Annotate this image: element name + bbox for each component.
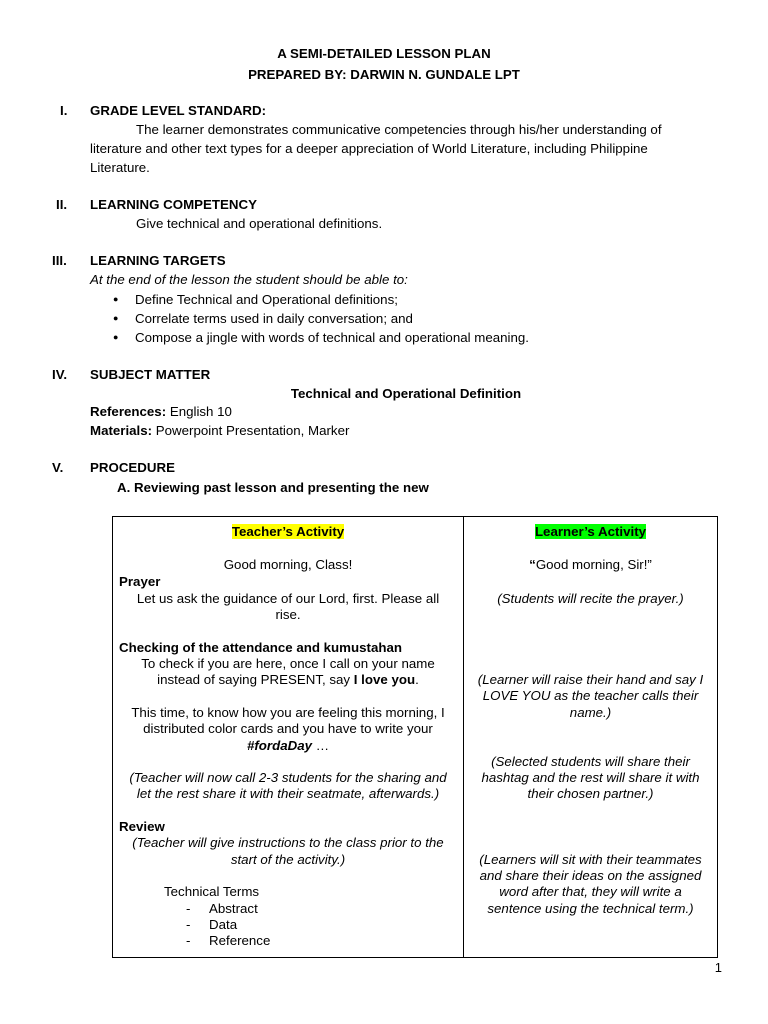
teacher-greeting: Good morning, Class! xyxy=(223,557,353,572)
learner-prayer: (Students will recite the prayer.) xyxy=(497,591,684,606)
section-2-number: II. xyxy=(56,197,68,212)
sharing-text: (Teacher will now call 2-3 students for the sharing and xyxy=(129,770,447,785)
list-item: ● Correlate terms used in daily conversation; and xyxy=(111,309,529,328)
section-1-number: I. xyxy=(60,103,68,118)
attendance-text-part: instead of saying PRESENT, say xyxy=(157,672,354,687)
learner-greeting xyxy=(464,557,717,573)
prayer-label: Prayer xyxy=(119,574,161,589)
review-label: Review xyxy=(119,819,165,834)
learning-targets-list xyxy=(111,290,529,347)
prayer-text: Let us ask the guidance of our Lord, first. Please all xyxy=(136,591,440,606)
document-title: A SEMI-DETAILED LESSON PLAN xyxy=(277,46,491,61)
term-dash: - xyxy=(186,901,191,916)
learner-greeting-quote: “ xyxy=(529,557,536,572)
attendance-text xyxy=(113,672,463,688)
review-text: start of the activity.) xyxy=(230,852,346,867)
materials-value: Powerpoint Presentation, Marker xyxy=(152,423,350,438)
review-text: (Teacher will give instructions to the class prior to the xyxy=(132,835,444,850)
feeling-ellipsis: … xyxy=(312,738,330,753)
learner-greeting-text: Good morning, Sir!” xyxy=(535,557,652,572)
feeling-text xyxy=(113,738,463,754)
section-1-heading: GRADE LEVEL STANDARD: xyxy=(90,103,267,118)
feeling-text: distributed color cards and you have to write your xyxy=(143,721,433,736)
prayer-text: rise. xyxy=(275,607,301,622)
attendance-text: To check if you are here, once I call on your name xyxy=(141,656,435,671)
learner-activity-header: Learner’s Activity xyxy=(534,524,647,539)
section-3-number: III. xyxy=(52,253,67,268)
references-line xyxy=(90,404,232,419)
prepared-by: PREPARED BY: DARWIN N. GUNDALE LPT xyxy=(248,67,520,82)
feeling-text: This time, to know how you are feeling this morning, I xyxy=(131,705,445,720)
list-item: ● Define Technical and Operational definitions; xyxy=(111,290,529,309)
attendance-label: Checking of the attendance and kumustahan xyxy=(119,640,402,655)
learner-share: their chosen partner.) xyxy=(527,786,654,801)
learner-review: (Learners will sit with their teammates xyxy=(479,852,702,867)
list-item: ● Compose a jingle with words of technical and operational meaning. xyxy=(111,328,529,347)
section-1-text-line: The learner demonstrates communicative competencies through his/her understanding of xyxy=(136,122,662,137)
learner-attendance: LOVE YOU as the teacher calls their xyxy=(482,688,699,703)
fordaday-hashtag: #fordaDay xyxy=(246,738,313,753)
section-5-heading: PROCEDURE xyxy=(90,460,175,475)
section-2-heading: LEARNING COMPETENCY xyxy=(90,197,257,212)
references-value: English 10 xyxy=(166,404,232,419)
attendance-i-love-you: I love you xyxy=(353,672,416,687)
page-number: 1 xyxy=(714,960,722,975)
materials-label: Materials: xyxy=(90,423,153,438)
learner-share: (Selected students will share their xyxy=(491,754,690,769)
technical-terms-label: Technical Terms xyxy=(164,884,260,899)
learner-review: and share their ideas on the assigned xyxy=(479,868,702,883)
learner-column xyxy=(464,517,718,958)
materials-line xyxy=(90,423,349,438)
subject-topic: Technical and Operational Definition xyxy=(290,386,522,401)
term-dash: - xyxy=(186,933,191,948)
section-2-text: Give technical and operational definitions. xyxy=(136,216,383,231)
sharing-text: let the rest share it with their seatmate, afterwards.) xyxy=(136,786,440,801)
activity-table xyxy=(112,516,718,958)
learner-attendance: (Learner will raise their hand and say I xyxy=(477,672,704,687)
section-5-number: V. xyxy=(52,460,64,475)
learner-attendance: name.) xyxy=(569,705,612,720)
term-dash: - xyxy=(186,917,191,932)
section-3-intro: At the end of the lesson the student should be able to: xyxy=(90,272,408,287)
attendance-text-part: . xyxy=(415,672,419,687)
section-1-text-line: literature and other text types for a deeper appreciation of World Literature, including Philippine xyxy=(90,141,648,156)
teacher-column xyxy=(113,517,464,958)
learner-share: hashtag and the rest will share it with xyxy=(481,770,700,785)
teacher-activity-header: Teacher’s Activity xyxy=(231,524,345,539)
technical-term: Data xyxy=(209,917,238,932)
section-3-heading: LEARNING TARGETS xyxy=(90,253,226,268)
section-4-number: IV. xyxy=(52,367,68,382)
technical-term: Abstract xyxy=(209,901,258,916)
references-label: References: xyxy=(90,404,167,419)
learner-review: word after that, they will write a xyxy=(499,884,682,899)
technical-term: Reference xyxy=(209,933,271,948)
learner-review: sentence using the technical term.) xyxy=(487,901,694,916)
procedure-subheading: A. Reviewing past lesson and presenting the new xyxy=(117,480,429,495)
section-1-text-line: Literature. xyxy=(90,160,150,175)
section-4-heading: SUBJECT MATTER xyxy=(90,367,211,382)
